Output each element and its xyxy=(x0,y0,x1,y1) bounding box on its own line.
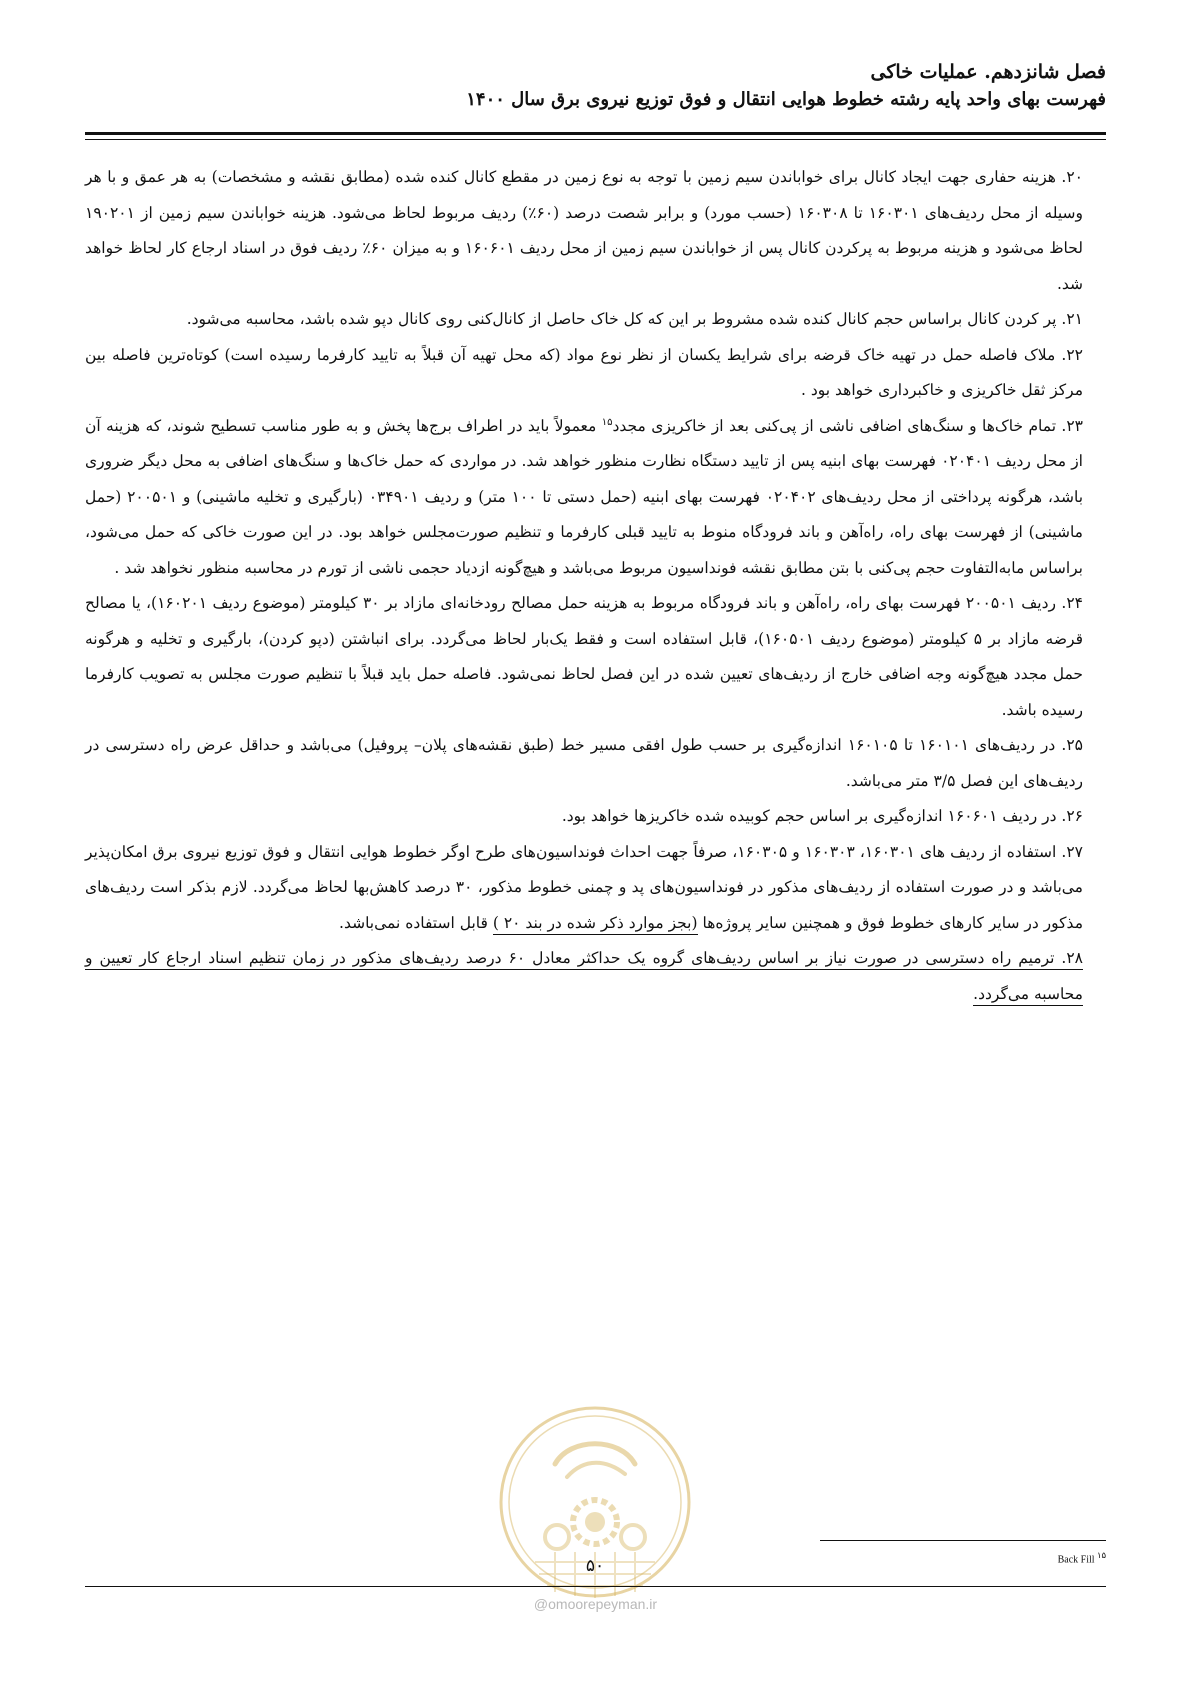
paragraph-25: ۲۵. در ردیف‌های ۱۶۰۱۰۱ تا ۱۶۰۱۰۵ اندازه‌گیری بر حسب طول افقی مسیر خط (طبق نقشه‌های پلان– پروفیل) می‌باشد و حداقل عرض راه دسترسی در ردیف‌های این فصل ۳/۵ متر می‌باشد. xyxy=(85,736,1083,790)
paragraph-27-part-a: ۲۷. استفاده از ردیف های ۱۶۰۳۰۱، ۱۶۰۳۰۳ و ۱۶۰۳۰۵، صرفاً جهت احداث فونداسیون‌های طرح اوگر خطوط هوایی انتقال و فوق توزیع نیروی برق امکان‌پذیر می‌باشد و در صورت استفاده از ردیف‌های مذکور در فونداسیون‌های پد و چمنی خطوط مذکور، ۳۰ درصد کاهش‌بها لحاظ می‌گردد. لازم بذکر است ردیف‌های مذکور در سایر کارهای خطوط فوق و همچنین سایر پروژه‌ها xyxy=(85,842,1083,932)
paragraph-27-part-b: قابل استفاده نمی‌باشد. xyxy=(339,913,493,932)
paragraph-22: ۲۲. ملاک فاصله حمل در تهیه خاک قرضه برای شرایط یکسان از نظر نوع مواد (که محل تهیه آن قبلاً به تایید کارفرما رسیده است) کوتاه‌ترین فاصله بین مرکز ثقل خاکریزی و خاکبرداری خواهد بود . xyxy=(85,345,1083,399)
paragraph-27-underlined: (بجز موارد ذکر شده در بند ۲۰ ) xyxy=(493,914,698,935)
site-watermark: @omoorepeyman.ir xyxy=(533,1596,658,1612)
paragraph-20: ۲۰. هزینه حفاری جهت ایجاد کانال برای خواباندن سیم زمین با توجه به نوع زمین در مقطع کانال کنده شده (مطابق نقشه و مشخصات) به هر عمق و با هر وسیله از محل ردیف‌های ۱۶۰۳۰۱ تا ۱۶۰۳۰۸ (حسب مورد) و برابر شصت درصد (۶۰٪) ردیف مربوط لحاظ می‌شود. هزینه خواباندن سیم زمین از ۱۹۰۲۰۱ لحاظ می‌شود و هزینه مربوط به پرکردن کانال پس از خواباندن سیم زمین از محل ردیف ۱۶۰۶۰۱ و به میزان ۶۰٪ ردیف فوق در اسناد ارجاع کار لحاظ خواهد شد. xyxy=(85,168,1083,293)
header-rule-thin xyxy=(85,139,1106,140)
paragraph-23-part-a: ۲۳. تمام خاک‌ها و سنگ‌های اضافی ناشی از پی‌کنی بعد از خاکریزی مجدد xyxy=(612,416,1084,435)
header-rule-thick xyxy=(85,132,1106,135)
footnote-number: ۱۵ xyxy=(1097,1551,1106,1560)
body-text xyxy=(85,160,1083,1012)
paragraph-24: ۲۴. ردیف ۲۰۰۵۰۱ فهرست بهای راه، راه‌آهن و باند فرودگاه مربوط به هزینه حمل مصالح رودخانه‌ای مازاد بر ۳۰ کیلومتر (موضوع ردیف ۱۶۰۲۰۱)، یا مصالح قرضه مازاد بر ۵ کیلومتر (موضوع ردیف ۱۶۰۵۰۱)، قابل استفاده است و فقط یک‌بار لحاظ می‌گردد. برای انباشتن (دپو کردن)، بارگیری و تخلیه و هرگونه حمل مجدد هیچ‌گونه وجه اضافی خارج از ردیف‌های تعیین شده در این فصل لحاظ نمی‌شود. فاصله حمل باید قبلاً با تنظیم صورت مجلس به تصویب کارفرما رسیده باشد. xyxy=(85,594,1083,719)
paragraph-21: ۲۱. پر کردن کانال براساس حجم کانال کنده شده مشروط بر این که کل خاک حاصل از کانال‌کنی روی کانال دپو شده باشد، محاسبه می‌شود. xyxy=(186,310,1083,328)
page-header xyxy=(85,58,1106,114)
chapter-title: فصل شانزدهم. عملیات خاکی xyxy=(870,61,1106,83)
paragraph-23 xyxy=(85,409,1083,587)
footnote-ref-15[interactable]: ۱۵ xyxy=(601,416,613,428)
footnote-text: Back Fill xyxy=(1057,1554,1095,1566)
paragraph-23-part-b: معمولاً باید در اطراف برج‌ها پخش و به طور مناسب تسطیح شوند، که هزینه آن از محل ردیف ۰۲۰۴۰۱ فهرست بهای ابنیه پس از تایید دستگاه نظارت منظور خواهد شد. در مواردی که حمل خاک‌ها و سنگ‌های اضافی به محل دیگر ضروری باشد، هرگونه پرداختی از محل ردیف‌های ۰۲۰۴۰۲ فهرست بهای ابنیه (حمل دستی تا ۱۰۰ متر) و ردیف ۰۳۴۹۰۱ (بارگیری و تخلیه ماشینی) و ۲۰۰۵۰۱ (حمل ماشینی) از فهرست بهای راه، راه‌آهن و باند فرودگاه منوط به تایید قبلی کارفرما و تنظیم صورت‌مجلس خواهد بود. در این صورت خاکی که حمل می‌شود، براساس مابه‌التفاوت حجم پی‌کنی با بتن مطابق نقشه فونداسیون مربوط می‌باشد و هیچ‌گونه ازدیاد حجمی ناشی از تورم در محاسبه منظور نخواهد شد . xyxy=(85,416,1084,577)
paragraph-27 xyxy=(85,835,1083,942)
footnote xyxy=(1058,1550,1106,1565)
paragraph-26: ۲۶. در ردیف ۱۶۰۶۰۱ اندازه‌گیری بر اساس حجم کوبیده شده خاکریزها خواهد بود. xyxy=(561,807,1083,825)
page-number: ۵۰ xyxy=(585,1556,605,1576)
paragraph-28-underlined: ۲۸. ترمیم راه دسترسی در صورت نیاز بر اساس ردیف‌های گروه یک حداکثر معادل ۶۰ درصد ردیف‌های مذکور در زمان تنظیم اسناد ارجاع کار تعیین و محاسبه می‌گردد. xyxy=(85,949,1083,1006)
document-subtitle: فهرست بهای واحد پایه رشته خطوط هوایی انتقال و فوق توزیع نیروی برق سال ۱۴۰۰ xyxy=(466,89,1106,110)
footer-rule xyxy=(85,1586,1106,1587)
paragraph-28 xyxy=(85,941,1083,1012)
footnote-rule xyxy=(820,1540,1106,1541)
